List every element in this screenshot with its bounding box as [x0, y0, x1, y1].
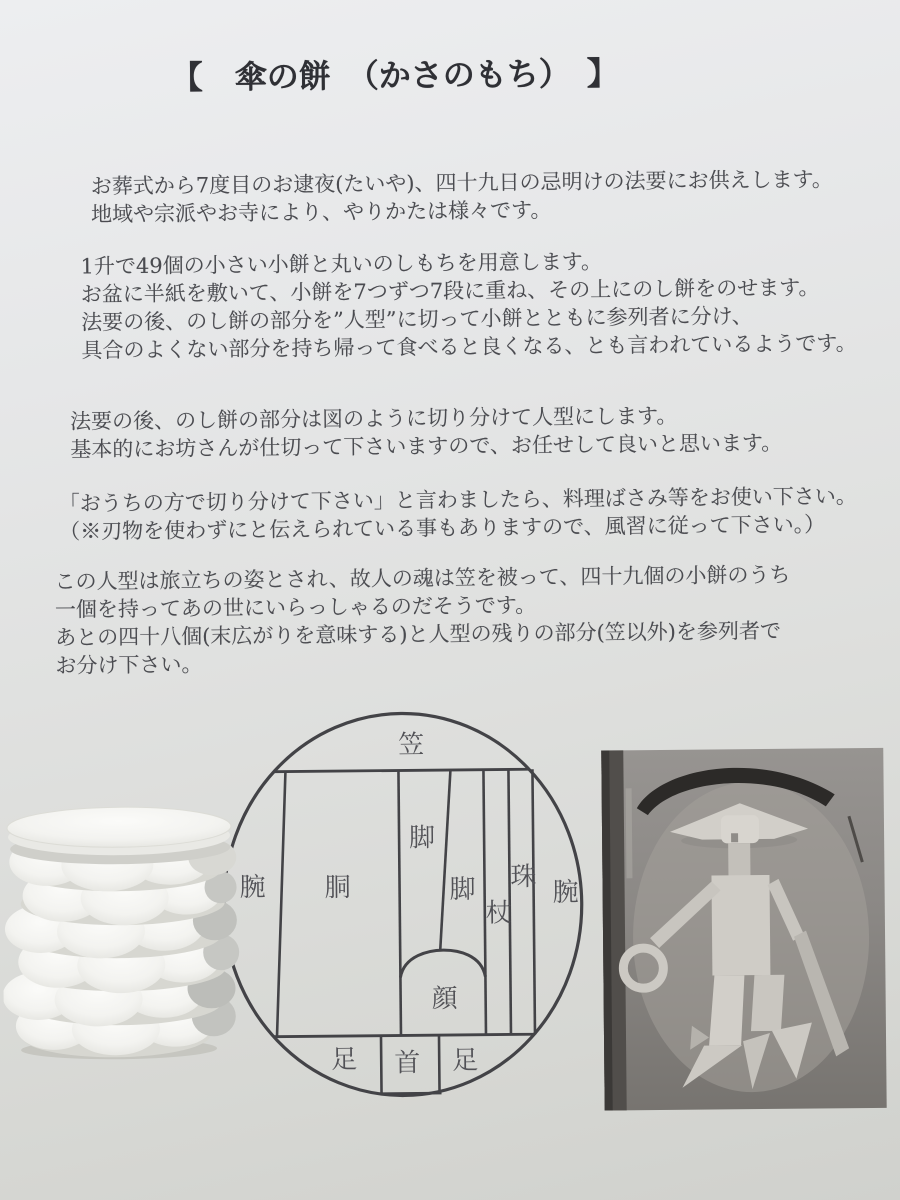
figure-face-mark — [731, 833, 738, 842]
label-arm-right: 腕 — [552, 877, 579, 909]
text-line: お葬式から7度目のお逮夜(たいや)、四十九日の忌明けの法要にお供えします。 — [90, 167, 833, 199]
figure-leg-left — [708, 975, 745, 1045]
mochi-figure-photo — [596, 741, 895, 1119]
text-line: 具合のよくない部分を持ち帰って食べると良くなる、とも言われているようです。 — [81, 331, 857, 363]
text-line: あとの四十八個(末広がりを意味する)と人型の残りの部分(笠以外)を参列者で — [55, 618, 782, 650]
light-streak — [626, 788, 633, 878]
label-hat: 笠 — [398, 730, 425, 761]
text-line: お盆に半紙を敷いて、小餅を7つずつ7段に重ね、その上にのし餅をのせます。 — [80, 275, 820, 307]
text-line: 法要の後、のし餅の部分は図のように切り分けて人型にします。 — [69, 403, 678, 434]
diagram-lines — [222, 712, 584, 1097]
label-cane: 杖 — [485, 898, 512, 929]
figure-neck — [728, 843, 750, 877]
text-line: （※刃物を使わずにと伝えられている事もありますので、風習に従って下さい。） — [59, 512, 826, 544]
label-arm-left: 腕 — [239, 872, 266, 904]
text-line: 基本的にお坊さんが仕切って下さいますので、お任せして良いと思います。 — [70, 430, 783, 462]
text-line: 法要の後、のし餅の部分を”人型”に切って小餅とともに参列者に分け、 — [81, 304, 753, 335]
legs-divider-line — [438, 770, 452, 951]
paragraph-offering — [91, 165, 834, 228]
label-neck: 首 — [394, 1048, 421, 1079]
label-bead: 珠 — [510, 862, 537, 893]
text-line: 「おうちの方で切り分けて下さい」と言わましたら、料理ばさみ等をお使い下さい。 — [58, 484, 857, 516]
figure-head — [721, 815, 759, 843]
text-line: この人型は旅立ちの姿とされ、故人の魂は笠を被って、四十九個の小餅のうち — [54, 562, 791, 594]
torso-left-line — [274, 772, 288, 1037]
paragraph-scissors-note — [59, 482, 858, 546]
figure-leg-right — [750, 975, 785, 1031]
text-line: 地域や宗派やお寺により、やりかたは様々です。 — [90, 198, 552, 227]
mochi-stack-photo — [2, 782, 255, 1074]
label-foot-right: 足 — [452, 1045, 479, 1076]
paragraph-cutting — [70, 401, 782, 464]
arm-right-line — [532, 769, 535, 1034]
page-title: 【 傘の餅 （かさのもち） 】 — [170, 54, 619, 97]
mochi-stack — [2, 806, 241, 1060]
text-line: 1升で49個の小さい小餅と丸いのしもちを用意します。 — [80, 249, 603, 279]
face-dome-arc — [400, 950, 485, 978]
figure-photo-group — [601, 748, 886, 1111]
paragraph-meaning — [54, 561, 791, 680]
paragraph-preparation — [80, 245, 856, 364]
label-leg-upper: 脚 — [408, 823, 436, 854]
diagram-labels — [238, 729, 580, 1080]
feet-top-line — [274, 1034, 534, 1036]
cutting-pattern-diagram — [206, 694, 610, 1118]
text-line: 一個を持ってあの世にいらっしゃるのだそうです。 — [54, 593, 537, 622]
label-leg-lower: 脚 — [449, 874, 476, 906]
hat-chord-line — [274, 769, 528, 771]
figure-torso — [711, 875, 770, 976]
label-torso: 胴 — [324, 872, 351, 904]
torso-right-line — [398, 771, 401, 1036]
label-foot-left: 足 — [331, 1044, 358, 1076]
label-face: 顔 — [431, 983, 458, 1015]
text-line: お分け下さい。 — [55, 652, 203, 678]
